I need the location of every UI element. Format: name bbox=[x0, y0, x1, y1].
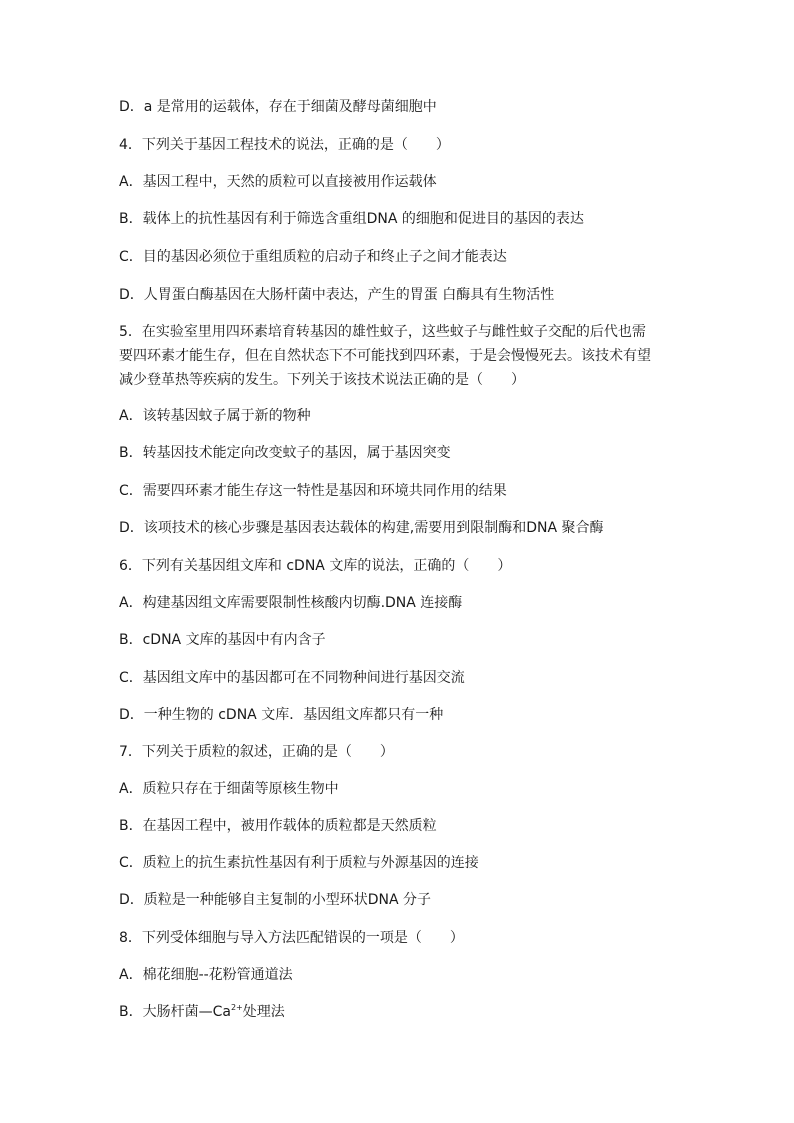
question-5-stem-line-2: 要四环素才能生存，但在自然状态下不可能找到四环素，于是会慢慢死去。该技术有望 bbox=[119, 348, 651, 364]
option-d-prev-question: D．a 是常用的运载体，存在于细菌及酵母菌细胞中 bbox=[119, 99, 437, 115]
question-7-option-b: B．在基因工程中，被用作载体的质粒都是天然质粒 bbox=[119, 818, 437, 834]
question-4-stem: 4．下列关于基因工程技术的说法，正确的是（ ） bbox=[119, 137, 450, 153]
question-8-option-b bbox=[119, 1000, 679, 1024]
question-8-option-a: A．棉花细胞--花粉管通道法 bbox=[119, 967, 293, 983]
question-7-option-d: D．质粒是一种能够自主复制的小型环状DNA 分子 bbox=[119, 892, 432, 908]
question-8-option-b-prefix: B．大肠杆菌—Ca bbox=[119, 1004, 231, 1020]
question-7-option-c: C．质粒上的抗生素抗性基因有利于质粒与外源基因的连接 bbox=[119, 855, 479, 871]
question-4-option-c: C．目的基因必须位于重组质粒的启动子和终止子之间才能表达 bbox=[119, 249, 507, 265]
question-6-option-a: A．构建基因组文库需要限制性核酸内切酶.DNA 连接酶 bbox=[119, 595, 463, 611]
question-5-option-a: A．该转基因蚊子属于新的物种 bbox=[119, 408, 311, 424]
question-6-option-c: C．基因组文库中的基因都可在不同物种间进行基因交流 bbox=[119, 670, 465, 686]
question-6-option-d: D．一种生物的 cDNA 文库．基因组文库都只有一种 bbox=[119, 707, 444, 723]
question-7-stem: 7．下列关于质粒的叙述，正确的是（ ） bbox=[119, 744, 394, 760]
question-5-stem-line-3: 减少登革热等疾病的发生。下列关于该技术说法正确的是（ ） bbox=[119, 372, 525, 388]
calcium-ion-charge: 2+ bbox=[230, 1003, 243, 1012]
question-5-stem bbox=[119, 320, 679, 392]
question-5-option-d: D．该项技术的核心步骤是基因表达载体的构建,需要用到限制酶和DNA 聚合酶 bbox=[119, 520, 604, 536]
question-4-option-a: A．基因工程中，天然的质粒可以直接被用作运载体 bbox=[119, 174, 437, 190]
question-4-option-d: D．人胃蛋白酶基因在大肠杆菌中表达，产生的胃蛋 白酶具有生物活性 bbox=[119, 287, 555, 303]
question-5-option-c: C．需要四环素才能生存这一特性是基因和环境共同作用的结果 bbox=[119, 483, 507, 499]
question-5-option-b: B．转基因技术能定向改变蚊子的基因，属于基因突变 bbox=[119, 445, 451, 461]
question-7-option-a: A．质粒只存在于细菌等原核生物中 bbox=[119, 781, 339, 797]
question-6-stem: 6．下列有关基因组文库和 cDNA 文库的说法，正确的（ ） bbox=[119, 558, 512, 574]
question-4-option-b: B．载体上的抗性基因有利于筛选含重组DNA 的细胞和促进目的基因的表达 bbox=[119, 211, 584, 227]
question-5-stem-line-1: 5．在实验室里用四环素培育转基因的雄性蚊子，这些蚊子与雌性蚊子交配的后代也需 bbox=[119, 324, 646, 340]
question-6-option-b: B．cDNA 文库的基因中有内含子 bbox=[119, 632, 326, 648]
question-8-option-b-suffix: 处理法 bbox=[242, 1004, 285, 1020]
question-8-stem: 8．下列受体细胞与导入方法匹配错误的一项是（ ） bbox=[119, 930, 464, 946]
